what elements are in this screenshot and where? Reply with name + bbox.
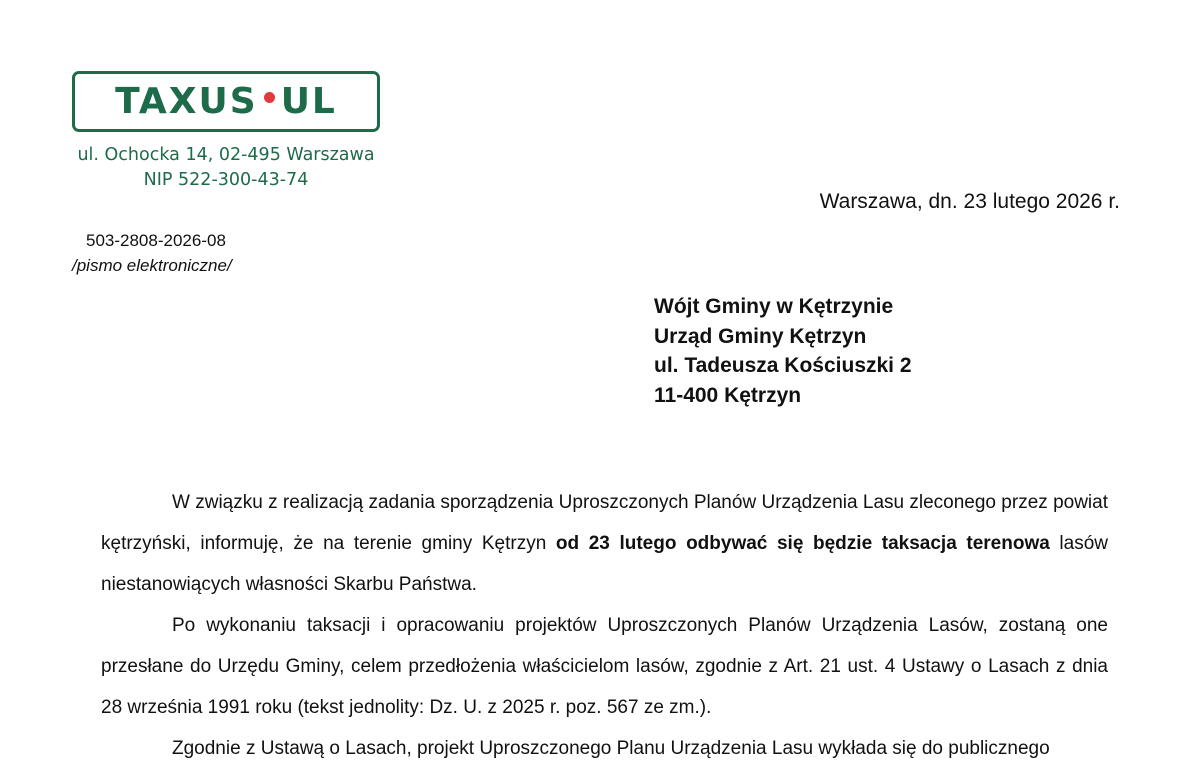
- recipient-block: [654, 292, 912, 410]
- logo-text-right: UL: [280, 81, 337, 122]
- body-bold-span: od 23 lutego odbywać się będzie taksacja terenowa: [555, 533, 1050, 554]
- recipient-line: Wójt Gminy w Kętrzynie: [654, 295, 894, 318]
- company-logo: [72, 71, 380, 132]
- reference-note: /pismo elektroniczne/: [72, 256, 232, 275]
- recipient-line: 11-400 Kętrzyn: [654, 383, 802, 407]
- body-paragraph: Po wykonaniu taksacji i opracowaniu projektów Uproszczonych Planów Urządzenia Lasów, zostaną one przesłane do Urzędu Gminy, celem przedłożenia właścicielom lasów, zgodnie z Art. 21 ust. 4 Ustawy o Lasach z dnia 28 września 1991 roku (tekst jednolity: Dz. U. z 2025 r. poz. 567 ze zm.).: [101, 615, 1108, 718]
- logo-dot-icon: [264, 92, 275, 103]
- logo-text-left: TAXUS: [115, 81, 258, 122]
- company-address: ul. Ochocka 14, 02-495 Warszawa: [77, 145, 375, 165]
- company-nip: NIP 522-300-43-74: [143, 170, 309, 190]
- body-text-span: lasów niestanowiących własności Skarbu Państwa.: [101, 533, 1108, 595]
- recipient-line: ul. Tadeusza Kościuszki 2: [654, 354, 912, 377]
- letter-body: [101, 482, 1108, 769]
- recipient-line: Urząd Gminy Kętrzyn: [654, 324, 867, 348]
- body-paragraph: [101, 482, 1108, 605]
- body-paragraph: Zgodnie z Ustawą o Lasach, projekt Uproszczonego Planu Urządzenia Lasu wykłada się do publicznego: [172, 738, 1050, 759]
- reference-number: 503-2808-2026-08: [86, 231, 226, 250]
- body-text-span: W związku z realizacją zadania sporządzenia Uproszczonych Planów Urządzenia Lasu zleconego przez powiat kętrzyński, informuję, że na terenie gminy Kętrzyn: [101, 492, 1108, 554]
- letter-date: Warszawa, dn. 23 lutego 2026 r.: [819, 190, 1120, 213]
